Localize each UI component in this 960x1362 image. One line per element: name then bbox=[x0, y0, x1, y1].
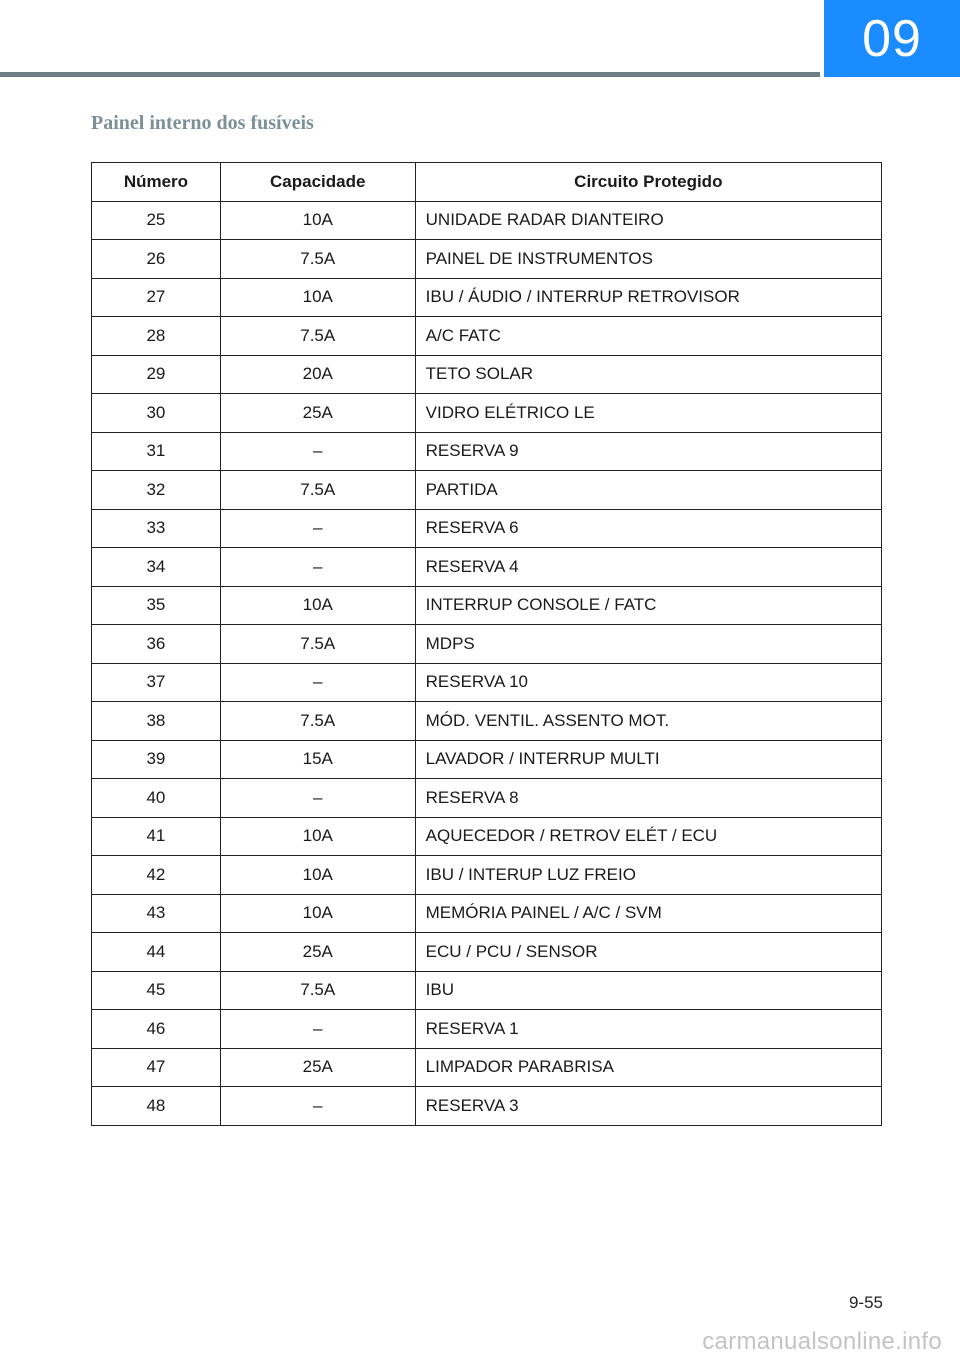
fuse-number: 48 bbox=[92, 1087, 221, 1126]
fuse-number: 29 bbox=[92, 355, 221, 394]
table-row bbox=[92, 625, 882, 664]
fuse-capacity: 10A bbox=[220, 278, 415, 317]
fuse-capacity: 10A bbox=[220, 201, 415, 240]
fuse-capacity: 7.5A bbox=[220, 971, 415, 1010]
table-row bbox=[92, 817, 882, 856]
fuse-circuit: TETO SOLAR bbox=[415, 355, 881, 394]
table-row bbox=[92, 240, 882, 279]
fuse-capacity: 10A bbox=[220, 894, 415, 933]
fuse-number: 25 bbox=[92, 201, 221, 240]
fuse-capacity: – bbox=[220, 1087, 415, 1126]
table-row bbox=[92, 548, 882, 587]
table-row bbox=[92, 201, 882, 240]
fuse-circuit: IBU / INTERUP LUZ FREIO bbox=[415, 856, 881, 895]
fuse-capacity: 25A bbox=[220, 933, 415, 972]
chapter-number: 09 bbox=[862, 9, 922, 68]
fuse-number: 47 bbox=[92, 1048, 221, 1087]
fuse-number: 27 bbox=[92, 278, 221, 317]
fuse-capacity: – bbox=[220, 1010, 415, 1049]
fuse-number: 40 bbox=[92, 779, 221, 818]
table-row bbox=[92, 586, 882, 625]
fuse-capacity: 7.5A bbox=[220, 702, 415, 741]
page-number: 9-55 bbox=[848, 1293, 883, 1312]
fuse-capacity: 7.5A bbox=[220, 317, 415, 356]
fuse-number: 46 bbox=[92, 1010, 221, 1049]
fuse-circuit: LIMPADOR PARABRISA bbox=[415, 1048, 881, 1087]
table-row bbox=[92, 856, 882, 895]
fuse-circuit: IBU bbox=[415, 971, 881, 1010]
fuse-circuit: MEMÓRIA PAINEL / A/C / SVM bbox=[415, 894, 881, 933]
fuse-number: 39 bbox=[92, 740, 221, 779]
fuse-circuit: MÓD. VENTIL. ASSENTO MOT. bbox=[415, 702, 881, 741]
watermark: carmanualsonline.info bbox=[702, 1328, 942, 1355]
table-row bbox=[92, 471, 882, 510]
table-row bbox=[92, 278, 882, 317]
fuse-capacity: – bbox=[220, 548, 415, 587]
fuse-capacity: 20A bbox=[220, 355, 415, 394]
fuse-number: 26 bbox=[92, 240, 221, 279]
fuse-number: 35 bbox=[92, 586, 221, 625]
table-header-row bbox=[92, 163, 882, 202]
fuse-number: 28 bbox=[92, 317, 221, 356]
fuse-number: 32 bbox=[92, 471, 221, 510]
fuse-table bbox=[91, 162, 882, 1126]
fuse-number: 33 bbox=[92, 509, 221, 548]
fuse-number: 36 bbox=[92, 625, 221, 664]
fuse-number: 30 bbox=[92, 394, 221, 433]
fuse-circuit: LAVADOR / INTERRUP MULTI bbox=[415, 740, 881, 779]
table-row bbox=[92, 663, 882, 702]
table-row bbox=[92, 394, 882, 433]
fuse-capacity: 10A bbox=[220, 586, 415, 625]
header-capacidade: Capacidade bbox=[220, 163, 415, 202]
table-row bbox=[92, 1010, 882, 1049]
fuse-number: 42 bbox=[92, 856, 221, 895]
fuse-circuit: VIDRO ELÉTRICO LE bbox=[415, 394, 881, 433]
fuse-capacity: 25A bbox=[220, 394, 415, 433]
table-row bbox=[92, 509, 882, 548]
fuse-circuit: UNIDADE RADAR DIANTEIRO bbox=[415, 201, 881, 240]
fuse-circuit: PAINEL DE INSTRUMENTOS bbox=[415, 240, 881, 279]
fuse-capacity: – bbox=[220, 432, 415, 471]
fuse-circuit: INTERRUP CONSOLE / FATC bbox=[415, 586, 881, 625]
fuse-capacity: 10A bbox=[220, 856, 415, 895]
table-row bbox=[92, 933, 882, 972]
table-row bbox=[92, 702, 882, 741]
table-row bbox=[92, 779, 882, 818]
fuse-number: 34 bbox=[92, 548, 221, 587]
fuse-circuit: RESERVA 10 bbox=[415, 663, 881, 702]
fuse-circuit: MDPS bbox=[415, 625, 881, 664]
fuse-number: 45 bbox=[92, 971, 221, 1010]
table-row bbox=[92, 1087, 882, 1126]
fuse-capacity: 10A bbox=[220, 817, 415, 856]
fuse-circuit: RESERVA 3 bbox=[415, 1087, 881, 1126]
fuse-capacity: – bbox=[220, 779, 415, 818]
fuse-capacity: – bbox=[220, 509, 415, 548]
table-body bbox=[92, 201, 882, 1125]
fuse-circuit: RESERVA 9 bbox=[415, 432, 881, 471]
fuse-capacity: – bbox=[220, 663, 415, 702]
fuse-capacity: 7.5A bbox=[220, 625, 415, 664]
fuse-capacity: 7.5A bbox=[220, 471, 415, 510]
fuse-number: 41 bbox=[92, 817, 221, 856]
fuse-number: 38 bbox=[92, 702, 221, 741]
fuse-capacity: 25A bbox=[220, 1048, 415, 1087]
table-row bbox=[92, 317, 882, 356]
fuse-number: 37 bbox=[92, 663, 221, 702]
fuse-circuit: PARTIDA bbox=[415, 471, 881, 510]
header-numero: Número bbox=[92, 163, 221, 202]
fuse-circuit: RESERVA 4 bbox=[415, 548, 881, 587]
table-row bbox=[92, 740, 882, 779]
fuse-circuit: RESERVA 6 bbox=[415, 509, 881, 548]
fuse-circuit: RESERVA 8 bbox=[415, 779, 881, 818]
fuse-circuit: RESERVA 1 bbox=[415, 1010, 881, 1049]
header-rule bbox=[0, 72, 820, 77]
header-circuito: Circuito Protegido bbox=[415, 163, 881, 202]
table-row bbox=[92, 1048, 882, 1087]
chapter-tab bbox=[824, 0, 960, 77]
fuse-circuit: A/C FATC bbox=[415, 317, 881, 356]
table-row bbox=[92, 894, 882, 933]
fuse-number: 31 bbox=[92, 432, 221, 471]
table-row bbox=[92, 432, 882, 471]
fuse-number: 43 bbox=[92, 894, 221, 933]
fuse-number: 44 bbox=[92, 933, 221, 972]
table-row bbox=[92, 355, 882, 394]
fuse-circuit: ECU / PCU / SENSOR bbox=[415, 933, 881, 972]
fuse-capacity: 15A bbox=[220, 740, 415, 779]
fuse-circuit: IBU / ÁUDIO / INTERRUP RETROVISOR bbox=[415, 278, 881, 317]
section-title: Painel interno dos fusíveis bbox=[91, 112, 314, 134]
fuse-circuit: AQUECEDOR / RETROV ELÉT / ECU bbox=[415, 817, 881, 856]
table-row bbox=[92, 971, 882, 1010]
fuse-capacity: 7.5A bbox=[220, 240, 415, 279]
